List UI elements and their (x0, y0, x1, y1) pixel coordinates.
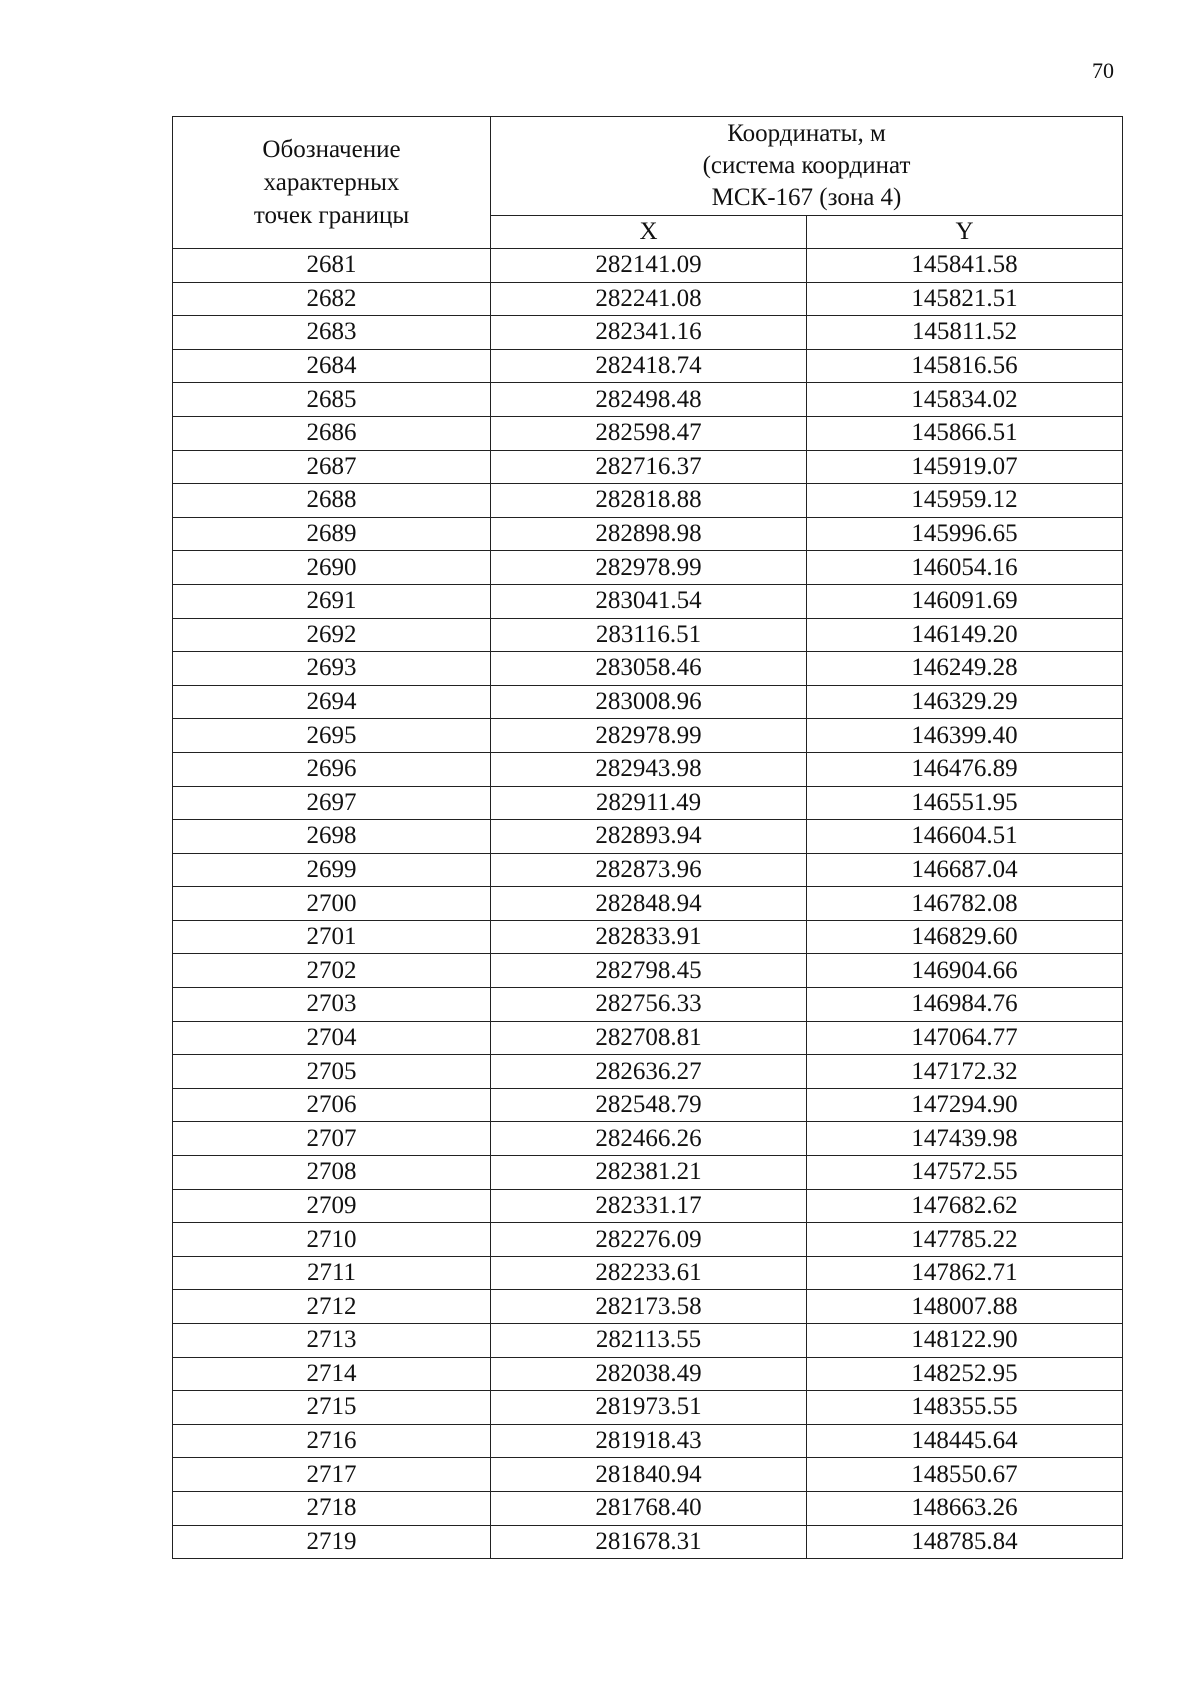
x-coordinate-cell: 282341.16 (491, 316, 807, 350)
designation-header-line: характерных (263, 169, 400, 196)
x-coordinate-cell: 282873.96 (491, 853, 807, 887)
table-row (173, 1223, 1123, 1257)
y-coordinate-cell: 145919.07 (807, 450, 1123, 484)
x-coordinate-cell: 283041.54 (491, 584, 807, 618)
y-coordinate-cell: 148252.95 (807, 1357, 1123, 1391)
y-coordinate-cell: 146399.40 (807, 719, 1123, 753)
point-id-cell: 2702 (173, 954, 491, 988)
coordinates-header-line: Координаты, м (727, 120, 886, 147)
table-row (173, 249, 1123, 283)
x-coordinate-cell: 282466.26 (491, 1122, 807, 1156)
point-id-cell: 2717 (173, 1458, 491, 1492)
point-id-cell: 2694 (173, 685, 491, 719)
table-row (173, 1088, 1123, 1122)
x-coordinate-cell: 281768.40 (491, 1491, 807, 1525)
point-id-cell: 2704 (173, 1021, 491, 1055)
point-id-cell: 2697 (173, 786, 491, 820)
x-coordinate-cell: 282276.09 (491, 1223, 807, 1257)
table-row (173, 416, 1123, 450)
table-header (173, 117, 1123, 249)
y-coordinate-cell: 146782.08 (807, 887, 1123, 921)
point-id-cell: 2718 (173, 1491, 491, 1525)
designation-header (173, 117, 491, 249)
point-id-cell: 2695 (173, 719, 491, 753)
point-id-cell: 2708 (173, 1156, 491, 1190)
y-coordinate-cell: 147064.77 (807, 1021, 1123, 1055)
point-id-cell: 2698 (173, 820, 491, 854)
table-row (173, 685, 1123, 719)
point-id-cell: 2706 (173, 1088, 491, 1122)
point-id-cell: 2709 (173, 1189, 491, 1223)
y-coordinate-cell: 145866.51 (807, 416, 1123, 450)
y-coordinate-cell: 146604.51 (807, 820, 1123, 854)
point-id-cell: 2685 (173, 383, 491, 417)
point-id-cell: 2712 (173, 1290, 491, 1324)
x-coordinate-cell: 282716.37 (491, 450, 807, 484)
table-row (173, 383, 1123, 417)
y-coordinate-cell: 147439.98 (807, 1122, 1123, 1156)
y-coordinate-cell: 146904.66 (807, 954, 1123, 988)
table-row (173, 1055, 1123, 1089)
y-coordinate-cell: 146329.29 (807, 685, 1123, 719)
designation-header-line: точек границы (253, 202, 410, 229)
point-id-cell: 2714 (173, 1357, 491, 1391)
coordinates-table (172, 116, 1123, 1559)
x-coordinate-cell: 282911.49 (491, 786, 807, 820)
table-row (173, 1458, 1123, 1492)
table-row (173, 551, 1123, 585)
x-coordinate-cell: 282978.99 (491, 551, 807, 585)
x-coordinate-cell: 282141.09 (491, 249, 807, 283)
table-row (173, 1357, 1123, 1391)
table-row (173, 752, 1123, 786)
x-coordinate-cell: 282978.99 (491, 719, 807, 753)
y-coordinate-cell: 147682.62 (807, 1189, 1123, 1223)
table-row (173, 652, 1123, 686)
point-id-cell: 2713 (173, 1324, 491, 1358)
y-coordinate-cell: 146054.16 (807, 551, 1123, 585)
table-row (173, 1424, 1123, 1458)
point-id-cell: 2699 (173, 853, 491, 887)
y-coordinate-cell: 146984.76 (807, 988, 1123, 1022)
y-coordinate-cell: 148663.26 (807, 1491, 1123, 1525)
y-coordinate-cell: 148355.55 (807, 1391, 1123, 1425)
table-row (173, 954, 1123, 988)
y-coordinate-cell: 148785.84 (807, 1525, 1123, 1559)
x-coordinate-cell: 282548.79 (491, 1088, 807, 1122)
y-coordinate-cell: 148550.67 (807, 1458, 1123, 1492)
point-id-cell: 2682 (173, 282, 491, 316)
point-id-cell: 2705 (173, 1055, 491, 1089)
point-id-cell: 2700 (173, 887, 491, 921)
table-row (173, 618, 1123, 652)
table-row (173, 1256, 1123, 1290)
x-column-header: X (491, 216, 807, 249)
point-id-cell: 2688 (173, 484, 491, 518)
table-row (173, 1021, 1123, 1055)
point-id-cell: 2689 (173, 517, 491, 551)
table-row (173, 584, 1123, 618)
point-id-cell: 2686 (173, 416, 491, 450)
point-id-cell: 2690 (173, 551, 491, 585)
y-coordinate-cell: 146551.95 (807, 786, 1123, 820)
x-coordinate-cell: 282598.47 (491, 416, 807, 450)
x-coordinate-cell: 282241.08 (491, 282, 807, 316)
table-row (173, 1324, 1123, 1358)
x-coordinate-cell: 282798.45 (491, 954, 807, 988)
point-id-cell: 2693 (173, 652, 491, 686)
x-coordinate-cell: 282756.33 (491, 988, 807, 1022)
x-coordinate-cell: 282893.94 (491, 820, 807, 854)
y-coordinate-cell: 145834.02 (807, 383, 1123, 417)
y-coordinate-cell: 146687.04 (807, 853, 1123, 887)
x-coordinate-cell: 282498.48 (491, 383, 807, 417)
x-coordinate-cell: 282381.21 (491, 1156, 807, 1190)
y-coordinate-cell: 145959.12 (807, 484, 1123, 518)
y-coordinate-cell: 147172.32 (807, 1055, 1123, 1089)
y-coordinate-cell: 148007.88 (807, 1290, 1123, 1324)
y-coordinate-cell: 145816.56 (807, 349, 1123, 383)
x-coordinate-cell: 281678.31 (491, 1525, 807, 1559)
table-row (173, 1391, 1123, 1425)
point-id-cell: 2707 (173, 1122, 491, 1156)
table-row (173, 1525, 1123, 1559)
x-coordinate-cell: 282636.27 (491, 1055, 807, 1089)
point-id-cell: 2691 (173, 584, 491, 618)
x-coordinate-cell: 282331.17 (491, 1189, 807, 1223)
table-row (173, 1189, 1123, 1223)
x-coordinate-cell: 282848.94 (491, 887, 807, 921)
table-row (173, 517, 1123, 551)
table-row (173, 282, 1123, 316)
point-id-cell: 2715 (173, 1391, 491, 1425)
x-coordinate-cell: 281918.43 (491, 1424, 807, 1458)
x-coordinate-cell: 282173.58 (491, 1290, 807, 1324)
x-coordinate-cell: 281973.51 (491, 1391, 807, 1425)
y-coordinate-cell: 146476.89 (807, 752, 1123, 786)
point-id-cell: 2711 (173, 1256, 491, 1290)
y-coordinate-cell: 147862.71 (807, 1256, 1123, 1290)
x-coordinate-cell: 283058.46 (491, 652, 807, 686)
table-row (173, 484, 1123, 518)
x-coordinate-cell: 282898.98 (491, 517, 807, 551)
table-row (173, 786, 1123, 820)
table-row (173, 853, 1123, 887)
point-id-cell: 2710 (173, 1223, 491, 1257)
x-coordinate-cell: 282708.81 (491, 1021, 807, 1055)
y-coordinate-cell: 146149.20 (807, 618, 1123, 652)
y-coordinate-cell: 146249.28 (807, 652, 1123, 686)
table-body (173, 249, 1123, 1559)
coordinates-header-line: МСК-167 (зона 4) (711, 184, 902, 211)
y-coordinate-cell: 145996.65 (807, 517, 1123, 551)
y-coordinate-cell: 145841.58 (807, 249, 1123, 283)
y-coordinate-cell: 148122.90 (807, 1324, 1123, 1358)
point-id-cell: 2719 (173, 1525, 491, 1559)
coordinates-header-line: (система координат (702, 152, 911, 179)
table-row (173, 1290, 1123, 1324)
point-id-cell: 2692 (173, 618, 491, 652)
x-coordinate-cell: 281840.94 (491, 1458, 807, 1492)
table-row (173, 920, 1123, 954)
coordinates-header (491, 117, 1123, 216)
point-id-cell: 2696 (173, 752, 491, 786)
designation-header-line: Обозначение (262, 136, 401, 163)
y-coordinate-cell: 147294.90 (807, 1088, 1123, 1122)
y-column-header: Y (807, 216, 1123, 249)
x-coordinate-cell: 282943.98 (491, 752, 807, 786)
x-coordinate-cell: 282038.49 (491, 1357, 807, 1391)
point-id-cell: 2687 (173, 450, 491, 484)
table-row (173, 1156, 1123, 1190)
table-row (173, 988, 1123, 1022)
point-id-cell: 2716 (173, 1424, 491, 1458)
y-coordinate-cell: 145821.51 (807, 282, 1123, 316)
table-row (173, 887, 1123, 921)
y-coordinate-cell: 147572.55 (807, 1156, 1123, 1190)
point-id-cell: 2683 (173, 316, 491, 350)
x-coordinate-cell: 283008.96 (491, 685, 807, 719)
x-coordinate-cell: 282113.55 (491, 1324, 807, 1358)
x-coordinate-cell: 282833.91 (491, 920, 807, 954)
y-coordinate-cell: 147785.22 (807, 1223, 1123, 1257)
point-id-cell: 2681 (173, 249, 491, 283)
table-row (173, 719, 1123, 753)
y-coordinate-cell: 146829.60 (807, 920, 1123, 954)
point-id-cell: 2703 (173, 988, 491, 1022)
y-coordinate-cell: 146091.69 (807, 584, 1123, 618)
table-row (173, 1491, 1123, 1525)
x-coordinate-cell: 282418.74 (491, 349, 807, 383)
y-coordinate-cell: 145811.52 (807, 316, 1123, 350)
table-row (173, 316, 1123, 350)
table-row (173, 1122, 1123, 1156)
table-row (173, 349, 1123, 383)
x-coordinate-cell: 283116.51 (491, 618, 807, 652)
page-number: 70 (1092, 58, 1114, 83)
point-id-cell: 2701 (173, 920, 491, 954)
y-coordinate-cell: 148445.64 (807, 1424, 1123, 1458)
table-row (173, 450, 1123, 484)
x-coordinate-cell: 282818.88 (491, 484, 807, 518)
x-coordinate-cell: 282233.61 (491, 1256, 807, 1290)
table-row (173, 820, 1123, 854)
point-id-cell: 2684 (173, 349, 491, 383)
